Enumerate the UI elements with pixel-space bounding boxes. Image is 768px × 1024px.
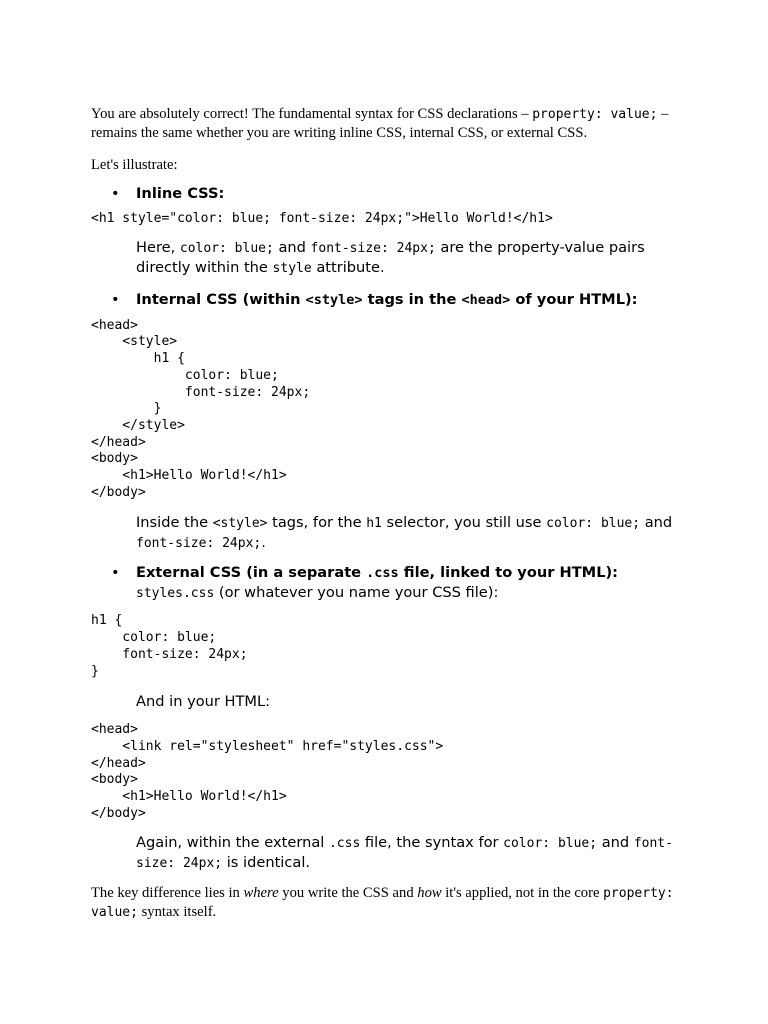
illustrate-text: Let's illustrate: [91, 157, 178, 173]
document-page [91, 105, 681, 922]
inline-note: Here, color: blue; and font-size: 24px; are the property-value pairs directly within the style attribute. [136, 238, 645, 276]
intro-paragraph: You are absolutely correct! The fundamental syntax for CSS declarations – property: value; – remains the same whether you are writing inline CSS, internal CSS, or external CSS. [91, 106, 669, 141]
internal-css-heading: • Internal CSS (within <style> tags in the <head> of your HTML): [111, 290, 638, 308]
external-code-block: h1 { color: blue; font-size: 24px; } [91, 613, 248, 679]
inline-css-heading: • Inline CSS: [111, 185, 225, 202]
conclusion-paragraph: The key difference lies in where you write the CSS and how it's applied, not in the core property: value; syntax itself. [91, 885, 674, 921]
external-file-line: styles.css (or whatever you name your CSS file): [136, 584, 499, 602]
external-and-html: And in your HTML: [136, 693, 271, 711]
inline-code: property: value; [532, 107, 658, 122]
bullet-icon: • [111, 185, 120, 202]
external-css-heading: • External CSS (in a separate .css file, linked to your HTML): [111, 564, 619, 582]
external-html-code-block: <head> <link rel="stylesheet" href="styles.css"> </head> <body> <h1>Hello World!</h1> </body> [91, 722, 444, 821]
bullet-icon: • [111, 564, 120, 582]
internal-note: Inside the <style> tags, for the h1 selector, you still use color: blue; and font-size: 24px;. [136, 514, 673, 552]
external-note: Again, within the external .css file, the syntax for color: blue; and font-size: 24px; is identical. [136, 834, 673, 872]
bullet-icon: • [111, 290, 120, 308]
inline-code-block: <h1 style="color: blue; font-size: 24px;">Hello World!</h1> [91, 211, 553, 226]
internal-code-block: <head> <style> h1 { color: blue; font-size: 24px; } </style> </head> <body> <h1>Hello World!</h1> </body> [91, 317, 311, 500]
